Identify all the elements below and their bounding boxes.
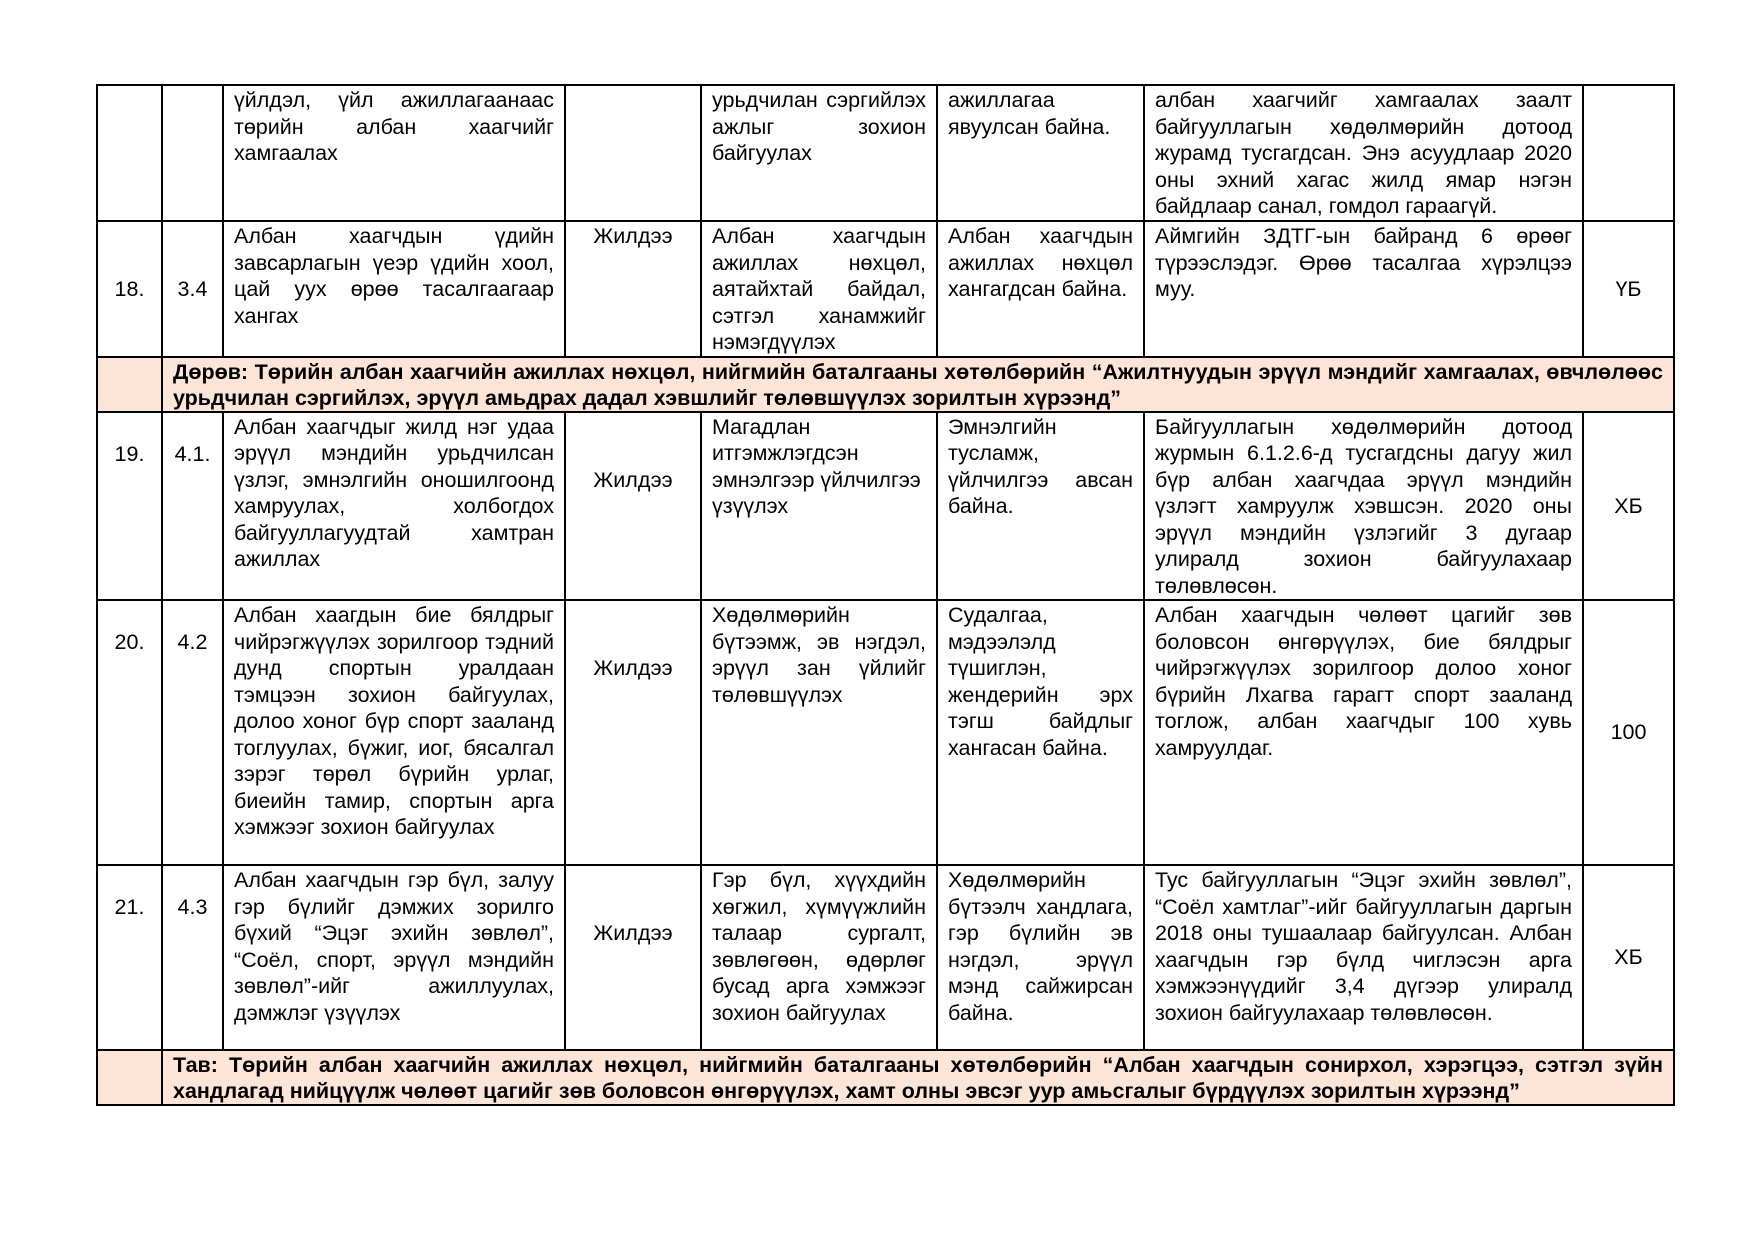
plan-report-table (96, 84, 1675, 1106)
row-code (162, 85, 223, 221)
frequency-cell: Жилдээ (565, 412, 701, 601)
row-code: 4.2 (162, 600, 223, 865)
measure-cell: урьдчилан сэргийлэх ажлыг зохион байгуулах (701, 85, 937, 221)
result-cell: Албан хаагчдын ажиллах нөхцөл хангагдсан байна. (937, 221, 1144, 357)
result-cell: Хөдөлмөрийн бүтээлч хандлага, гэр бүлийн эв нэгдэл, эрүүл мэнд сайжирсан байна. (937, 865, 1144, 1050)
report-cell: Албан хаагчдын чөлөөт цагийг зөв боловсон өнгөрүүлэх, бие бялдрыг чийрэгжүүлэх зорилгоор долоо хоног бүрийн Лхагва гарагт спорт зааланд тоглож, албан хаагчдыг 100 хувь хамруулдаг. (1144, 600, 1583, 865)
rating-cell: ХБ (1583, 412, 1674, 601)
table-row (97, 600, 1674, 865)
row-number (97, 85, 162, 221)
table-row (97, 412, 1674, 601)
rating-cell: ХБ (1583, 865, 1674, 1050)
table-row (97, 221, 1674, 357)
measure-cell: Албан хаагчдын ажиллах нөхцөл, аятайхтай байдал, сэтгэл ханамжийг нэмэгдүүлэх (701, 221, 937, 357)
result-cell: ажиллагаа явуулсан байна. (937, 85, 1144, 221)
row-number: 21. (97, 865, 162, 1050)
result-cell: Эмнэлгийн тусламж, үйлчилгээ авсан байна. (937, 412, 1144, 601)
measure-cell: Магадлан итгэмжлэгдсэн эмнэлгээр үйлчилгээ үзүүлэх (701, 412, 937, 601)
measure-cell: Хөдөлмөрийн бүтээмж, эв нэгдэл, эрүүл зан үйлийг төлөвшүүлэх (701, 600, 937, 865)
rating-cell (1583, 85, 1674, 221)
frequency-cell (565, 85, 701, 221)
activity-cell: үйлдэл, үйл ажиллагаанаас төрийн албан хаагчийг хамгаалах (223, 85, 565, 221)
section-blank-cell (97, 1050, 162, 1105)
row-code: 3.4 (162, 221, 223, 357)
activity-cell: Албан хаагдын бие бялдрыг чийрэгжүүлэх зорилгоор тэдний дунд спортын уралдаан тэмцээн зохион байгуулах, долоо хоног бүр спорт зааланд тоглуулах, бүжиг, иог, бясалгал зэрэг төрөл бүрийн урлаг, биеийн тамир, спортын арга хэмжээг зохион байгуулах (223, 600, 565, 865)
section-title: Тав: Төрийн албан хаагчийн ажиллах нөхцөл, нийгмийн баталгааны хөтөлбөрийн “Албан хаагчдын сонирхол, хэрэгцээ, сэтгэл зүйн хандлагад нийцүүлж чөлөөт цагийг зөв боловсон өнгөрүүлэх, хамт олны эвсэг уур амьсгалыг бүрдүүлэх зорилтын хүрээнд” (162, 1050, 1674, 1105)
section-title: Дөрөв: Төрийн албан хаагчийн ажиллах нөхцөл, нийгмийн баталгааны хөтөлбөрийн “Ажилтнуудын эрүүл мэндийг хамгаалах, өвчлөлөөс урьдчилан сэргийлэх, эрүүл амьдрах дадал хэвшлийг төлөвшүүлэх зорилтын хүрээнд” (162, 357, 1674, 412)
activity-cell: Албан хаагчдыг жилд нэг удаа эрүүл мэндийн урьдчилсан үзлэг, эмнэлгийн оношилгоонд хамруулах, холбогдох байгууллагуудтай хамтран ажиллах (223, 412, 565, 601)
measure-cell: Гэр бүл, хүүхдийн хөгжил, хүмүүжлийн талаар сургалт, зөвлөгөөн, өдөрлөг бусад арга хэмжээг зохион байгуулах (701, 865, 937, 1050)
row-code: 4.3 (162, 865, 223, 1050)
report-cell: албан хаагчийг хамгаалах заалт байгууллагын хөдөлмөрийн дотоод журамд тусгагдсан. Энэ асуудлаар 2020 оны эхний хагас жилд ямар нэгэн байдлаар санал, гомдол гараагүй. (1144, 85, 1583, 221)
section-header-5 (97, 1050, 1674, 1105)
report-cell: Аймгийн ЗДТГ-ын байранд 6 өрөөг түрээслэдэг. Өрөө тасалгаа хүрэлцээ муу. (1144, 221, 1583, 357)
activity-cell: Албан хаагчдын гэр бүл, залуу гэр бүлийг дэмжих зорилго бүхий “Эцэг эхийн зөвлөл”, “Соёл, спорт, эрүүл мэндийн зөвлөл”-ийг ажиллуулах, дэмжлэг үзүүлэх (223, 865, 565, 1050)
rating-cell: 100 (1583, 600, 1674, 865)
frequency-cell: Жилдээ (565, 600, 701, 865)
frequency-cell: Жилдээ (565, 221, 701, 357)
row-number: 19. (97, 412, 162, 601)
row-number: 18. (97, 221, 162, 357)
section-header-4 (97, 357, 1674, 412)
table-row-continued (97, 85, 1674, 221)
activity-cell: Албан хаагчдын үдийн завсарлагын үеэр үдийн хоол, цай уух өрөө тасалгаагаар хангах (223, 221, 565, 357)
report-cell: Тус байгууллагын “Эцэг эхийн зөвлөл”, “Соёл хамтлаг”-ийг байгууллагын даргын 2018 оны тушаалаар байгуулсан. Албан хаагчдын гэр бүлд чиглэсэн арга хэмжээнүүдийг 3,4 дүгээр улиралд зохион байгуулахаар төлөвлөсөн. (1144, 865, 1583, 1050)
table-row (97, 865, 1674, 1050)
row-number: 20. (97, 600, 162, 865)
result-cell: Судалгаа, мэдээлэлд түшиглэн, жендерийн эрх тэгш байдлыг хангасан байна. (937, 600, 1144, 865)
frequency-cell: Жилдээ (565, 865, 701, 1050)
section-blank-cell (97, 357, 162, 412)
report-cell: Байгууллагын хөдөлмөрийн дотоод журмын 6.1.2.6-д тусгагдсны дагуу жил бүр албан хаагчдаа эрүүл мэндийн үзлэгт хамруулж хэвшсэн. 2020 оны эрүүл мэндийн үзлэгийг 3 дугаар улиралд зохион байгуулахаар төлөвлөсөн. (1144, 412, 1583, 601)
rating-cell: ҮБ (1583, 221, 1674, 357)
row-code: 4.1. (162, 412, 223, 601)
